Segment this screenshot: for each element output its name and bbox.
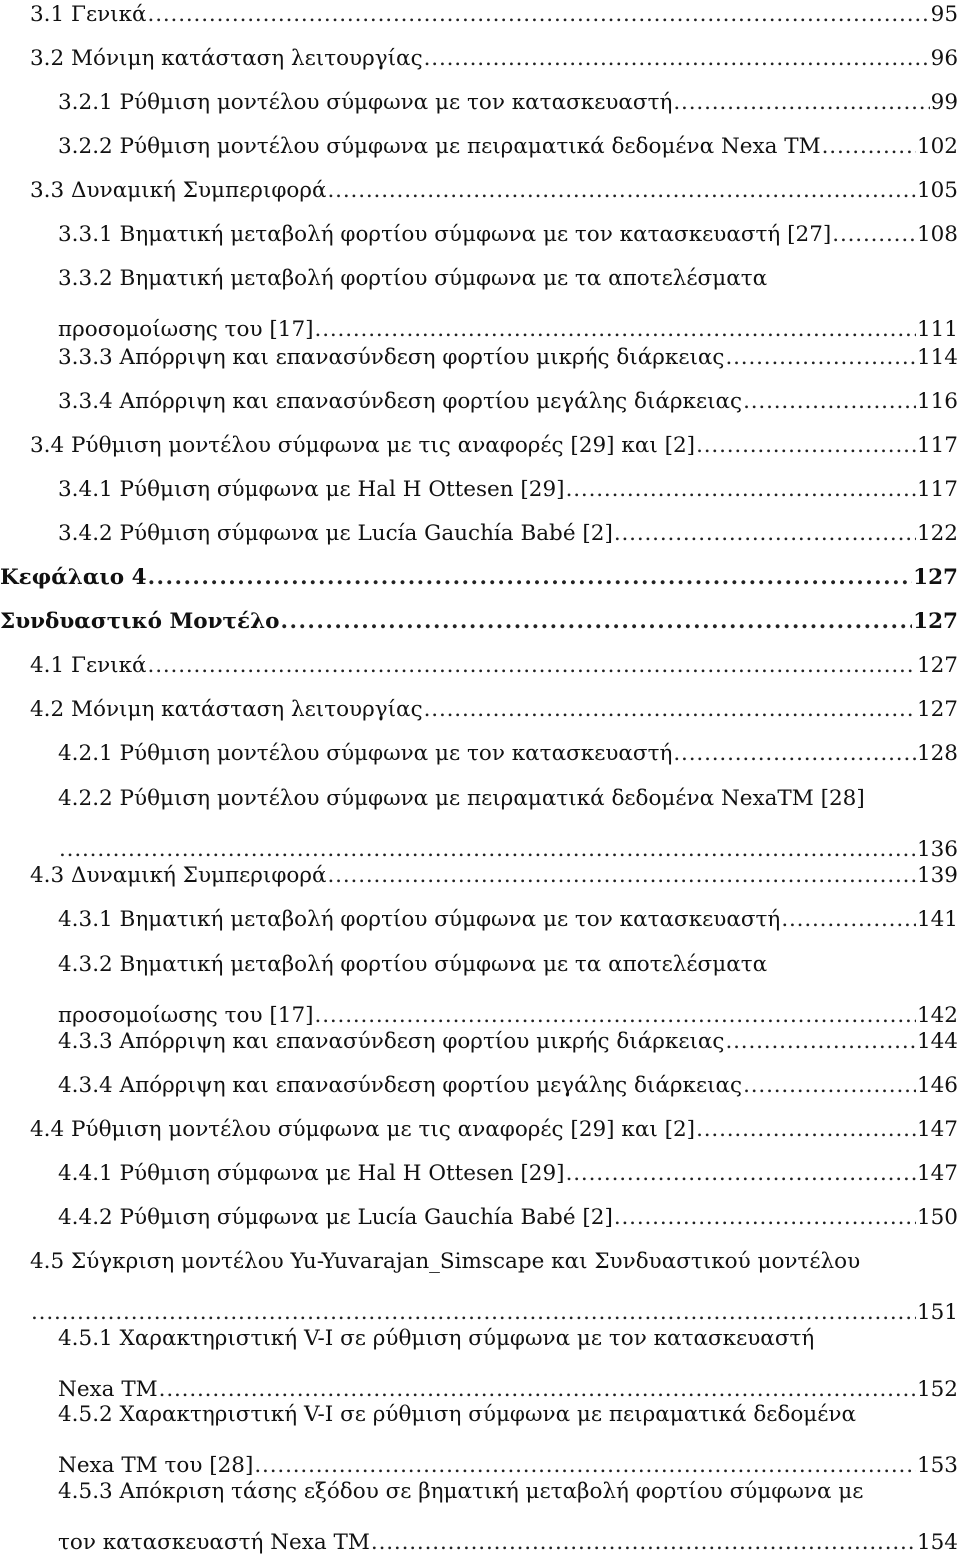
toc-entry-title: Συνδυαστικό Μοντέλο — [0, 609, 280, 634]
dot-leader — [781, 907, 916, 933]
toc-entry[interactable] — [58, 741, 958, 767]
toc-entry-title: 3.2.1 Ρύθμιση μοντέλου σύμφωνα με τον κατασκευαστή — [58, 90, 673, 115]
toc-page-number: 146 — [916, 1073, 958, 1098]
toc-page-number: 154 — [916, 1530, 958, 1555]
dot-leader — [148, 2, 930, 28]
toc-page-number: 153 — [916, 1453, 958, 1478]
toc-page-number: 116 — [916, 389, 958, 414]
toc-page-number: 151 — [916, 1300, 958, 1325]
toc-entry[interactable] — [58, 345, 958, 371]
toc-entry-title-line1: 4.5 Σύγκριση μοντέλου Yu-Yuvarajan_Simscape και Συνδυαστικού μοντέλου — [30, 1249, 861, 1274]
dot-leader — [328, 178, 916, 204]
toc-entry[interactable] — [58, 1326, 958, 1403]
toc-entry-title: 4.2.1 Ρύθμιση μοντέλου σύμφωνα με τον κατασκευαστή — [58, 741, 673, 766]
toc-entry[interactable] — [30, 1117, 958, 1143]
toc-entry-title: 4.3.4 Απόρριψη και επανασύνδεση φορτίου μεγάλης διάρκειας — [58, 1073, 743, 1098]
dot-leader — [159, 1377, 916, 1403]
toc-page-number: 95 — [930, 2, 958, 27]
toc-page-number: 127 — [913, 565, 958, 590]
toc-page-number: 117 — [916, 477, 958, 502]
toc-entry-title: 4.3.3 Απόρριψη και επανασύνδεση φορτίου μικρής διάρκειας — [58, 1029, 725, 1054]
toc-entry-title: 4.3.1 Βηματική μεταβολή φορτίου σύμφωνα με τον κατασκευαστή — [58, 907, 781, 932]
dot-leader — [148, 653, 916, 679]
toc-entry[interactable] — [30, 863, 958, 889]
toc-entry-title: 3.4 Ρύθμιση μοντέλου σύμφωνα με τις αναφορές [29] και [2] — [30, 433, 696, 458]
dot-leader — [254, 1453, 916, 1479]
toc-entry-title-line1: 4.5.1 Χαρακτηριστική V-I σε ρύθμιση σύμφωνα με τον κατασκευαστή — [58, 1326, 815, 1351]
toc-entry-title: 3.3.4 Απόρριψη και επανασύνδεση φορτίου μεγάλης διάρκειας — [58, 389, 743, 414]
dot-leader — [59, 837, 916, 863]
dot-leader — [696, 1117, 916, 1143]
toc-page-number: 127 — [913, 609, 958, 634]
toc-entry-title: 4.1 Γενικά — [30, 653, 147, 678]
dot-leader — [315, 1003, 916, 1029]
toc-entry-title: προσομοίωσης του [17] — [58, 1003, 314, 1028]
dot-leader — [696, 433, 916, 459]
dot-leader — [566, 477, 916, 503]
toc-entry[interactable] — [58, 1073, 958, 1099]
toc-entry[interactable] — [58, 1029, 958, 1055]
dot-leader — [371, 1530, 916, 1556]
dot-leader — [673, 90, 929, 116]
toc-entry[interactable] — [30, 1249, 958, 1326]
toc-entry-title: 3.4.2 Ρύθμιση σύμφωνα με Lucía Gauchía Babé [2] — [58, 521, 613, 546]
toc-entry[interactable] — [58, 521, 958, 547]
toc-page-number: 152 — [916, 1377, 958, 1402]
toc-entry[interactable] — [30, 653, 958, 679]
toc-page-number: 111 — [916, 317, 958, 342]
toc-entry-title: 4.2 Μόνιμη κατάσταση λειτουργίας — [30, 697, 423, 722]
toc-entry[interactable] — [30, 433, 958, 459]
toc-entry[interactable] — [58, 266, 958, 343]
toc-page-number: 108 — [916, 222, 958, 247]
toc-entry[interactable] — [58, 1479, 958, 1556]
toc-entry[interactable] — [58, 786, 958, 863]
dot-leader — [743, 389, 916, 415]
toc-page-number: 114 — [916, 345, 958, 370]
dot-leader — [822, 134, 916, 160]
dot-leader — [725, 345, 915, 371]
toc-entry-title: 3.3 Δυναμική Συμπεριφορά — [30, 178, 327, 203]
toc-entry-title: 4.3 Δυναμική Συμπεριφορά — [30, 863, 327, 888]
toc-page-number: 141 — [916, 907, 958, 932]
toc-entry[interactable] — [58, 907, 958, 933]
toc-entry-title: 4.4.1 Ρύθμιση σύμφωνα με Hal H Ottesen [29] — [58, 1161, 565, 1186]
toc-page-number: 136 — [916, 837, 958, 862]
toc-entry-title: 3.2 Μόνιμη κατάσταση λειτουργίας — [30, 46, 423, 71]
toc-entry-title: Nexa ΤΜ — [58, 1377, 158, 1402]
toc-page-number: 99 — [930, 90, 958, 115]
toc-page-number: 122 — [916, 521, 958, 546]
toc-entry[interactable] — [58, 389, 958, 415]
toc-entry-title: προσομοίωσης του [17] — [58, 317, 314, 342]
toc-page-number: 144 — [916, 1029, 958, 1054]
dot-leader — [281, 609, 913, 635]
dot-leader — [566, 1161, 916, 1187]
toc-page-number: 117 — [916, 433, 958, 458]
toc-entry[interactable] — [58, 90, 958, 116]
toc-entry-title: 4.4.2 Ρύθμιση σύμφωνα με Lucía Gauchía Babé [2] — [58, 1205, 613, 1230]
toc-entry[interactable] — [58, 1205, 958, 1231]
toc-entry-title: 4.4 Ρύθμιση μοντέλου σύμφωνα με τις αναφορές [29] και [2] — [30, 1117, 696, 1142]
dot-leader — [148, 565, 913, 591]
dot-leader — [424, 697, 916, 723]
toc-page-number: 96 — [930, 46, 958, 71]
toc-entry-title: 3.2.2 Ρύθμιση μοντέλου σύμφωνα με πειραματικά δεδομένα Nexa ΤΜ — [58, 134, 821, 159]
toc-page-number: 147 — [916, 1117, 958, 1142]
toc-entry[interactable] — [58, 952, 958, 1029]
toc-page-number: 127 — [916, 697, 958, 722]
dot-leader — [31, 1300, 916, 1326]
toc-entry-title-line1: 4.5.3 Απόκριση τάσης εξόδου σε βηματική μεταβολή φορτίου σύμφωνα με — [58, 1479, 864, 1504]
toc-page-number: 128 — [916, 741, 958, 766]
toc-entry[interactable] — [58, 477, 958, 503]
toc-page-number: 139 — [916, 863, 958, 888]
toc-page-number: 102 — [916, 134, 958, 159]
toc-entry[interactable] — [30, 2, 958, 28]
toc-entry[interactable] — [30, 46, 958, 72]
toc-page-number: 147 — [916, 1161, 958, 1186]
dot-leader — [614, 521, 916, 547]
toc-entry[interactable] — [58, 134, 958, 160]
dot-leader — [328, 863, 916, 889]
toc-entry-title: Nexa ΤΜ του [28] — [58, 1453, 254, 1478]
dot-leader — [315, 317, 916, 343]
dot-leader — [424, 46, 930, 72]
dot-leader — [725, 1029, 915, 1055]
toc-entry[interactable] — [30, 178, 958, 204]
toc-entry-title: 3.1 Γενικά — [30, 2, 147, 27]
toc-entry-title: 3.3.1 Βηματική μεταβολή φορτίου σύμφωνα με τον κατασκευαστή [27] — [58, 222, 832, 247]
toc-page-number: 150 — [916, 1205, 958, 1230]
toc-entry[interactable] — [0, 609, 958, 635]
toc-entry-title-line1: 4.5.2 Χαρακτηριστική V-I σε ρύθμιση σύμφωνα με πειραματικά δεδομένα — [58, 1402, 857, 1427]
toc-entry[interactable] — [58, 222, 958, 248]
toc-entry-title-line1: 3.3.2 Βηματική μεταβολή φορτίου σύμφωνα με τα αποτελέσματα — [58, 266, 768, 291]
toc-page-number: 105 — [916, 178, 958, 203]
toc-entry-title-line1: 4.2.2 Ρύθμιση μοντέλου σύμφωνα με πειραματικά δεδομένα NexaTM [28] — [58, 786, 865, 811]
toc-page-number: 142 — [916, 1003, 958, 1028]
dot-leader — [673, 741, 916, 767]
toc-entry-title: Κεφάλαιο 4 — [0, 565, 147, 590]
toc-entry-title: τον κατασκευαστή Nexa ΤΜ — [58, 1530, 370, 1555]
toc-entry[interactable] — [58, 1402, 958, 1479]
toc-entry-title-line1: 4.3.2 Βηματική μεταβολή φορτίου σύμφωνα με τα αποτελέσματα — [58, 952, 768, 977]
toc-entry[interactable] — [58, 1161, 958, 1187]
dot-leader — [832, 222, 916, 248]
dot-leader — [743, 1073, 916, 1099]
toc-entry-title: 3.3.3 Απόρριψη και επανασύνδεση φορτίου μικρής διάρκειας — [58, 345, 725, 370]
toc-entry[interactable] — [30, 697, 958, 723]
toc-page-number: 127 — [916, 653, 958, 678]
toc-entry[interactable] — [0, 565, 958, 591]
toc-entry-title: 3.4.1 Ρύθμιση σύμφωνα με Hal H Ottesen [29] — [58, 477, 565, 502]
dot-leader — [614, 1205, 916, 1231]
